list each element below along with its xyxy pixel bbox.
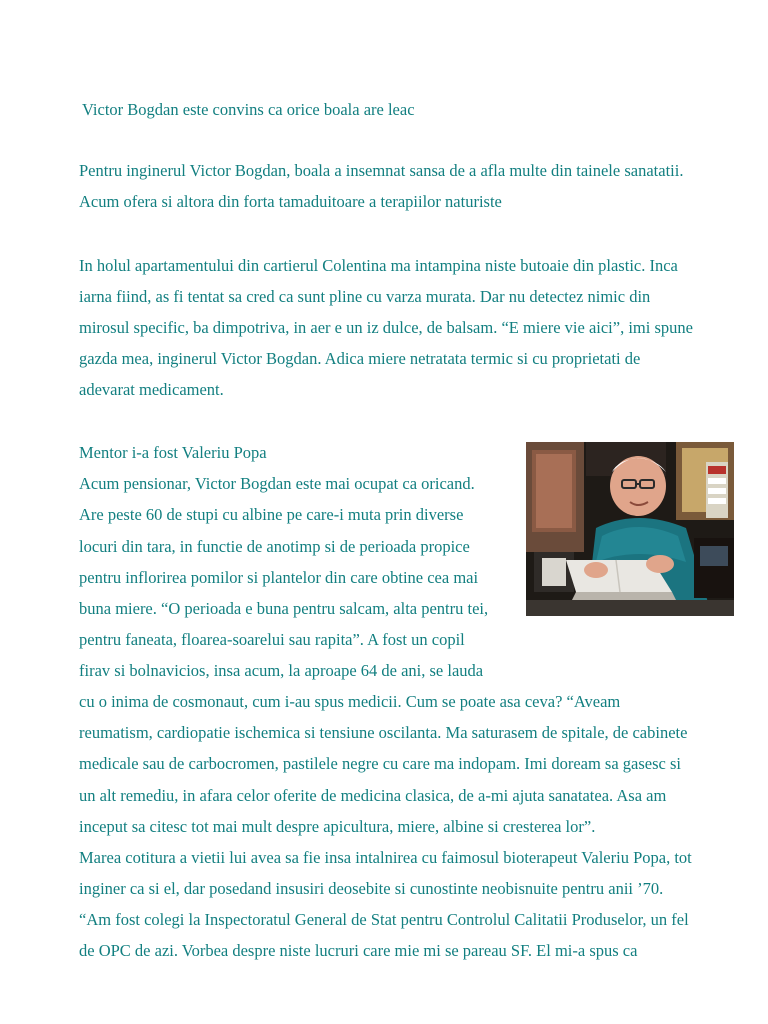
body-line: buna miere. “O perioada e buna pentru salcam, alta pentru tei, — [79, 599, 489, 618]
intro-line: Pentru inginerul Victor Bogdan, boala a insemnat sansa de a afla multe din tainele sanatatii. — [79, 161, 684, 180]
body-line: cu o inima de cosmonaut, cum i-au spus medicii. Cum se poate asa ceva? “Aveam — [79, 692, 621, 711]
body-line: Marea cotitura a vietii lui avea sa fie insa intalnirea cu faimosul bioterapeut Valeriu Popa, tot — [79, 848, 692, 867]
body-line: “Am fost colegi la Inspectoratul General de Stat pentru Controlul Calitatii Produselor, un fel — [79, 910, 689, 929]
portrait-photo — [526, 442, 734, 616]
body-line: pentru inflorirea pomilor si plantelor din care obtine cea mai — [79, 568, 479, 587]
section-heading: Mentor i-a fost Valeriu Popa — [79, 443, 267, 462]
body-line: inceput sa citesc tot mai mult despre apicultura, miere, albine si cresterea lor”. — [79, 817, 596, 836]
paragraph-line: mirosul specific, ba dimpotriva, in aer e un iz dulce, de balsam. “E miere vie aici”, imi spune — [79, 318, 693, 337]
body-line: de OPC de azi. Vorbea despre niste lucruri care mie mi se pareau SF. El mi-a spus ca — [79, 941, 638, 960]
body-line: Acum pensionar, Victor Bogdan este mai ocupat ca oricand. — [79, 474, 475, 493]
body-line: Are peste 60 de stupi cu albine pe care-i muta prin diverse — [79, 505, 464, 524]
paragraph-line: gazda mea, inginerul Victor Bogdan. Adica miere netratata termic si cu proprietati de — [79, 349, 641, 368]
intro-line: Acum ofera si altora din forta tamaduitoare a terapiilor naturiste — [79, 192, 502, 211]
body-line: inginer ca si el, dar posedand insusiri deosebite si cunostinte neobisnuite pentru anii ’70. — [79, 879, 664, 898]
paragraph-line: In holul apartamentului din cartierul Colentina ma intampina niste butoaie din plastic. Inca — [79, 256, 678, 275]
body-line: reumatism, cardiopatie ischemica si tensiune oscilanta. Ma saturasem de spitale, de cabinete — [79, 723, 688, 742]
article-title: Victor Bogdan este convins ca orice boala are leac — [82, 100, 415, 119]
body-line: locuri din tara, in functie de anotimp si de perioada propice — [79, 537, 470, 556]
body-line: pentru faneata, floarea-soarelui sau rapita”. A fost un copil — [79, 630, 465, 649]
body-line: medicale sau de carbocromen, pastilele negre cu care ma indopam. Imi doream sa gasesc si — [79, 754, 681, 773]
body-line: firav si bolnavicios, insa acum, la aproape 64 de ani, se lauda — [79, 661, 484, 680]
paragraph-line: iarna fiind, as fi tentat sa cred ca sunt pline cu varza murata. Dar nu detectez nimic din — [79, 287, 651, 306]
paragraph-line: adevarat medicament. — [79, 380, 224, 399]
body-line: un alt remediu, in afara celor oferite de medicina clasica, de a-mi ajuta sanatatea. Asa am — [79, 786, 667, 805]
